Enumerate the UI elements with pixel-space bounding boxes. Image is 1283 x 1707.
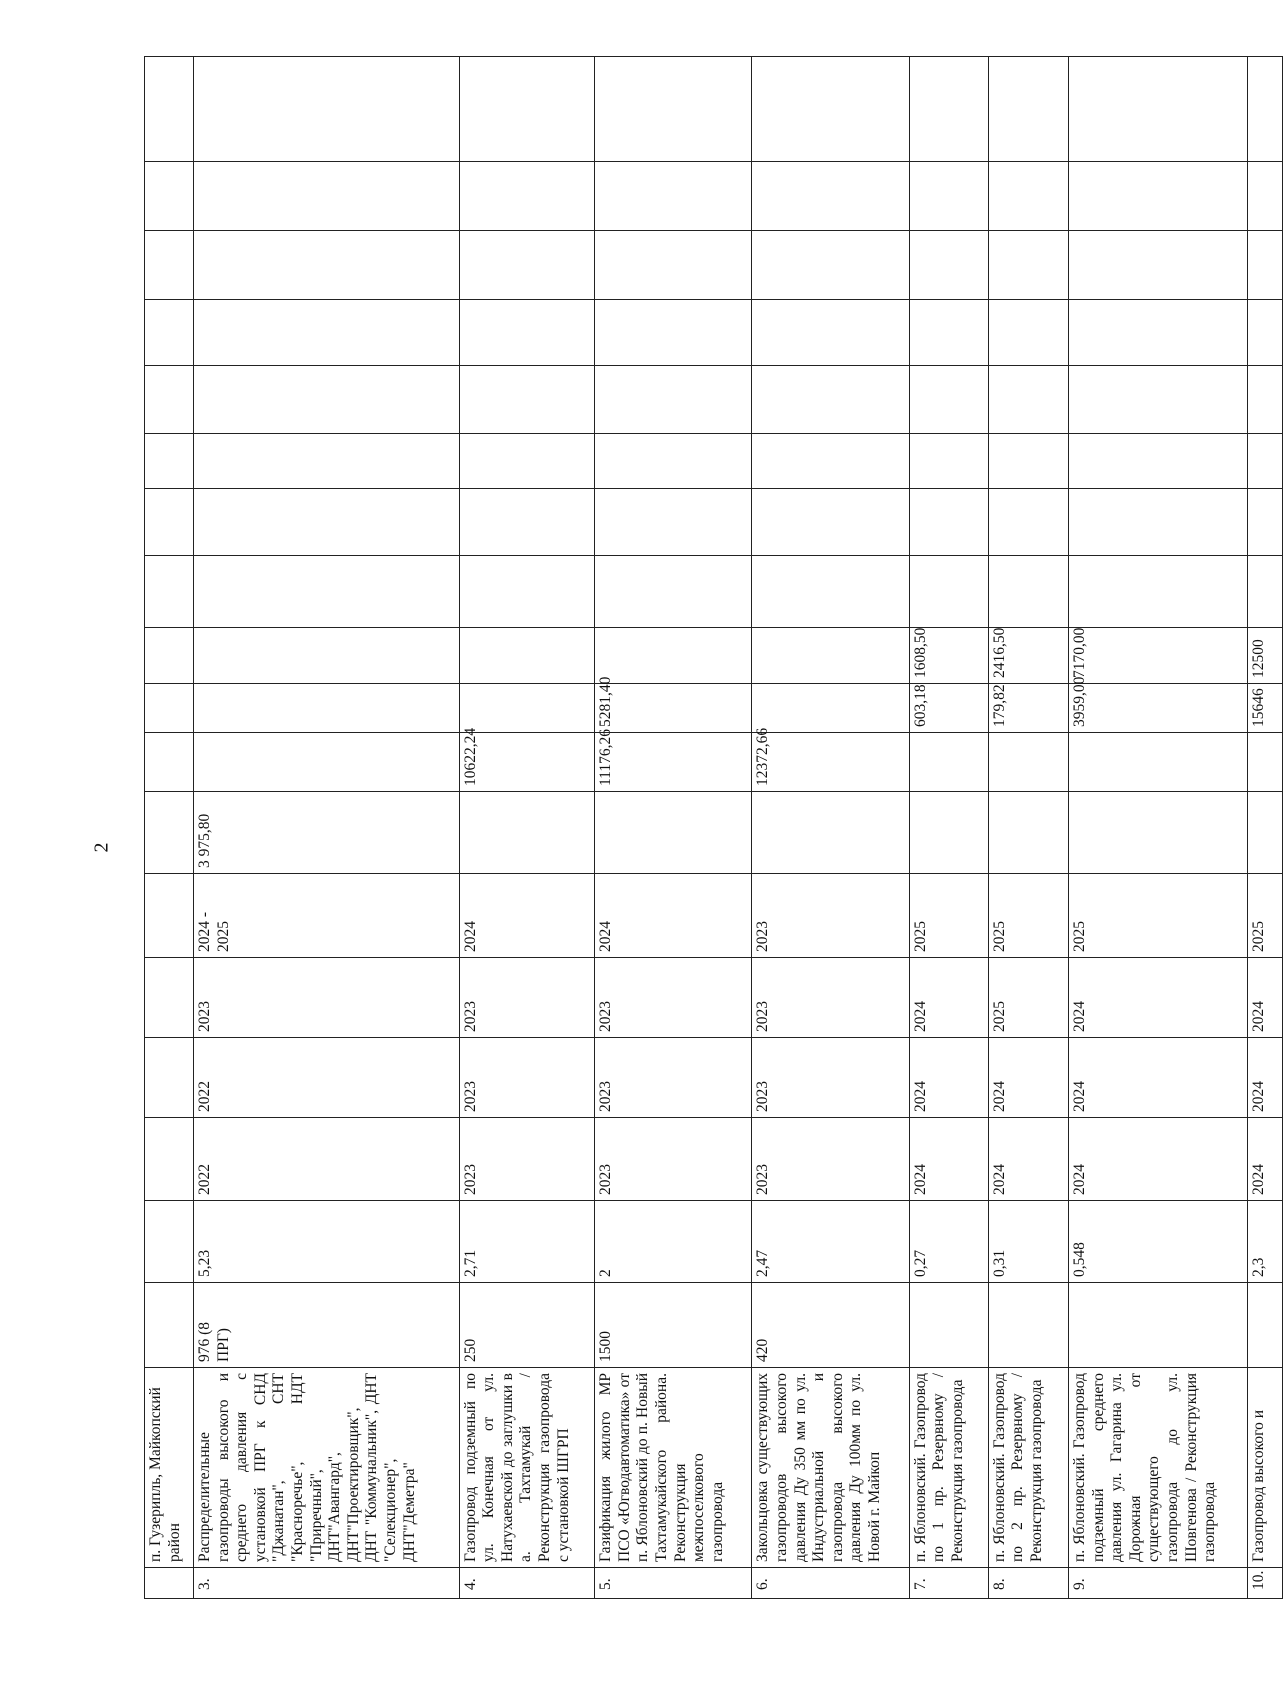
table-cell [145,684,194,733]
table-cell: 2,3 [1248,1201,1283,1283]
table-cell [145,958,194,1038]
table-cell [145,1118,194,1201]
table-cell [1248,1283,1283,1368]
table-cell [909,434,988,489]
table-cell [1248,300,1283,366]
table-cell: 2024 [1069,1118,1248,1201]
table-cell [752,162,909,231]
table-cell: 179,82 [988,684,1068,733]
table-cell [1248,556,1283,628]
table-cell [459,489,595,556]
table-cell [1069,489,1248,556]
table-cell [145,434,194,489]
table-cell [1248,231,1283,300]
table-cell [752,366,909,434]
table-cell [194,556,459,628]
table-cell: 2,47 [752,1201,909,1283]
table-row [459,57,595,1599]
table-cell: 2024 [1248,1118,1283,1201]
table-cell [752,684,909,733]
table-cell: 2024 [1248,1038,1283,1118]
table-cell [194,366,459,434]
table-cell [1069,733,1248,792]
table-cell: 2023 [595,958,752,1038]
table-cell [145,874,194,958]
table-cell: 2024 [909,1038,988,1118]
table-cell [752,300,909,366]
table-cell [145,489,194,556]
table-row [1248,57,1283,1599]
table-cell [194,434,459,489]
table-cell [1248,434,1283,489]
table-cell [752,489,909,556]
table-cell [459,162,595,231]
table-cell: 12372,66 [752,733,909,792]
table-cell [1069,57,1248,162]
table-cell: 2023 [194,958,459,1038]
table-cell [988,366,1068,434]
table-cell: 0,31 [988,1201,1068,1283]
table-cell [752,556,909,628]
table-row [1069,57,1248,1599]
table-cell: 2022 [194,1038,459,1118]
table-cell: 7170,00 [1069,628,1248,684]
table-cell [988,300,1068,366]
table-cell [459,300,595,366]
table-cell: 2024 [1069,958,1248,1038]
table-cell [145,1038,194,1118]
row-number: 4. [459,1568,595,1599]
table-cell: 2024 [909,1118,988,1201]
table-cell [1069,366,1248,434]
table-cell [145,366,194,434]
table-cell [145,57,194,162]
table-cell [459,57,595,162]
table-cell [1069,792,1248,874]
table-cell: 2024 [988,1118,1068,1201]
table-cell: 2023 [595,1038,752,1118]
table-cell [909,366,988,434]
table-cell [595,231,752,300]
table-cell: 3 975,80 [194,792,459,874]
gas-pipeline-table [144,56,1283,1599]
row-number: 10. [1248,1568,1283,1599]
table-cell [1069,300,1248,366]
table-cell: 2024 [1248,958,1283,1038]
table-row [194,57,459,1599]
object-description: Распределительные газопроводы высокого и среднего давления с установкой ПРГ к СНД "Джанатан", СНТ "Красноречье", НДТ "Приречный", ДНТ"Авангард", ДНТ"Проектировщик", ДНТ "Коммунальник", ДНТ "Селекционер", ДНТ"Деметра" [194,1368,459,1568]
object-description: п. Яблоновский. Газопровод по 2 пр. Резервному / Реконструкция газопровода [988,1368,1068,1568]
table-cell [459,556,595,628]
table-cell [194,733,459,792]
table-cell [1069,231,1248,300]
table-cell [459,628,595,684]
table-cell [909,231,988,300]
table-cell [145,1201,194,1283]
table-cell [194,57,459,162]
table-cell: 0,27 [909,1201,988,1283]
table-cell: 2023 [459,1038,595,1118]
row-number: 3. [194,1568,459,1599]
table-cell [194,684,459,733]
table-cell [909,1283,988,1368]
table-cell [988,733,1068,792]
object-description: Газопровод подземный по ул. Конечная от ул. Натухаевской до заглушки в а. Тахтамукай /Реконструкция газопровода с установкой ШГРП [459,1368,595,1568]
table-cell [595,366,752,434]
table-cell [595,434,752,489]
table-row [595,57,752,1599]
table-cell [595,57,752,162]
table-cell: 420 [752,1283,909,1368]
table-cell [988,792,1068,874]
table-cell [752,434,909,489]
table-cell [595,162,752,231]
table-cell: 0,548 [1069,1201,1248,1283]
table-cell [909,162,988,231]
table-cell: 2416,50 [988,628,1068,684]
table-cell [752,231,909,300]
table-cell [1248,57,1283,162]
object-description: п. Яблоновский. Газопровод подземный среднего давления ул. Гагарина ул. Дорожная от существующего газопровода до ул. Шовгенова / Реконструкция газопровода [1069,1368,1248,1568]
table-cell [145,1283,194,1368]
table-cell [145,628,194,684]
table-cell [194,162,459,231]
table-cell [459,434,595,489]
table-cell [145,231,194,300]
table-cell [752,57,909,162]
table-cell: 2023 [459,958,595,1038]
table-cell: 2024 [595,874,752,958]
table-cell: 2023 [752,958,909,1038]
table-cell [595,489,752,556]
table-row [752,57,909,1599]
row-number: 8. [988,1568,1068,1599]
table-cell: 2025 [1248,874,1283,958]
table-cell [909,556,988,628]
table-cell [1248,733,1283,792]
table-cell [194,300,459,366]
table-cell [145,556,194,628]
table-cell [595,556,752,628]
table-cell: 2024 - 2025 [194,874,459,958]
table-cell [988,162,1068,231]
table-cell [752,792,909,874]
table-cell: 603,18 [909,684,988,733]
table-cell: 2023 [595,1118,752,1201]
table-cell [595,300,752,366]
table-cell [459,684,595,733]
table-cell: 2023 [459,1118,595,1201]
table-cell: 2022 [194,1118,459,1201]
table-cell [752,628,909,684]
table-cell [459,366,595,434]
row-number: 9. [1069,1568,1248,1599]
table-cell [1248,366,1283,434]
table-cell [1069,162,1248,231]
table-cell [1069,1283,1248,1368]
table-cell: 5281,40 [595,684,752,733]
table-cell [145,162,194,231]
table-cell [1248,162,1283,231]
object-description: Газопровод высокого и [1248,1368,1283,1568]
table-cell [145,792,194,874]
row-number: 5. [595,1568,752,1599]
table-cell: 250 [459,1283,595,1368]
table-cell: 2 [595,1201,752,1283]
table-cell: 976 (8 ПРГ) [194,1283,459,1368]
table-cell: 2024 [988,1038,1068,1118]
table-cell [194,628,459,684]
table-cell [194,489,459,556]
table-cell [1069,556,1248,628]
table-cell [909,489,988,556]
table-cell [145,733,194,792]
table-cell [595,792,752,874]
table-cell [1248,489,1283,556]
table-cell: 2,71 [459,1201,595,1283]
table-cell [1069,434,1248,489]
table-cell: 1608,50 [909,628,988,684]
table-cell: 1500 [595,1283,752,1368]
table-cell: 2025 [909,874,988,958]
table-cell [909,792,988,874]
table-cell [988,57,1068,162]
table-cell: 2023 [752,1038,909,1118]
table-cell [988,231,1068,300]
table-cell [459,231,595,300]
table-cell [1248,792,1283,874]
table-cell [988,489,1068,556]
table-cell: 2023 [752,874,909,958]
page-number: 2 [90,842,113,853]
object-description: Закольцовка существующих газопроводов высокого давления Ду 350 мм по ул. Индустриальной и газопровода высокого давления Ду 100мм по ул. Новой г. Майкоп [752,1368,909,1568]
table-cell: 2025 [988,958,1068,1038]
table-cell [909,300,988,366]
table-cell: 10622,24 [459,733,595,792]
table-cell [909,733,988,792]
table-cell: 3959,00 [1069,684,1248,733]
table-cell [988,1283,1068,1368]
table-cell: 12500 [1248,628,1283,684]
table-cell [988,434,1068,489]
table-row [988,57,1068,1599]
table-cell: 2024 [1069,1038,1248,1118]
table-cell [595,628,752,684]
table-cell: 15646 [1248,684,1283,733]
table-cell: 2024 [459,874,595,958]
table-cell: 2023 [752,1118,909,1201]
table-cell: 2024 [909,958,988,1038]
table-header-row [145,57,194,1599]
table-cell [909,57,988,162]
table-cell [988,556,1068,628]
row-number: 7. [909,1568,988,1599]
rotated-table-wrapper [144,57,1283,1599]
table-cell: 2025 [1069,874,1248,958]
header-cell [145,1568,194,1599]
row-number: 6. [752,1568,909,1599]
header-district-cell: п. Гузерипль, Майкопский район [145,1368,194,1568]
object-description: п. Яблоновский. Газопровод по 1 пр. Резервному / Реконструкция газопровода [909,1368,988,1568]
table-cell: 5,23 [194,1201,459,1283]
table-cell: 2025 [988,874,1068,958]
table-cell: 11176,26 [595,733,752,792]
table-cell [145,300,194,366]
table-cell [194,231,459,300]
table-row [909,57,988,1599]
table-cell [459,792,595,874]
object-description: Газификация жилого МР ПСО «Югводавтоматика» от п. Яблоновский до п. Новый Тахтамукайского района. Реконструкция межпоселкового газопровода [595,1368,752,1568]
